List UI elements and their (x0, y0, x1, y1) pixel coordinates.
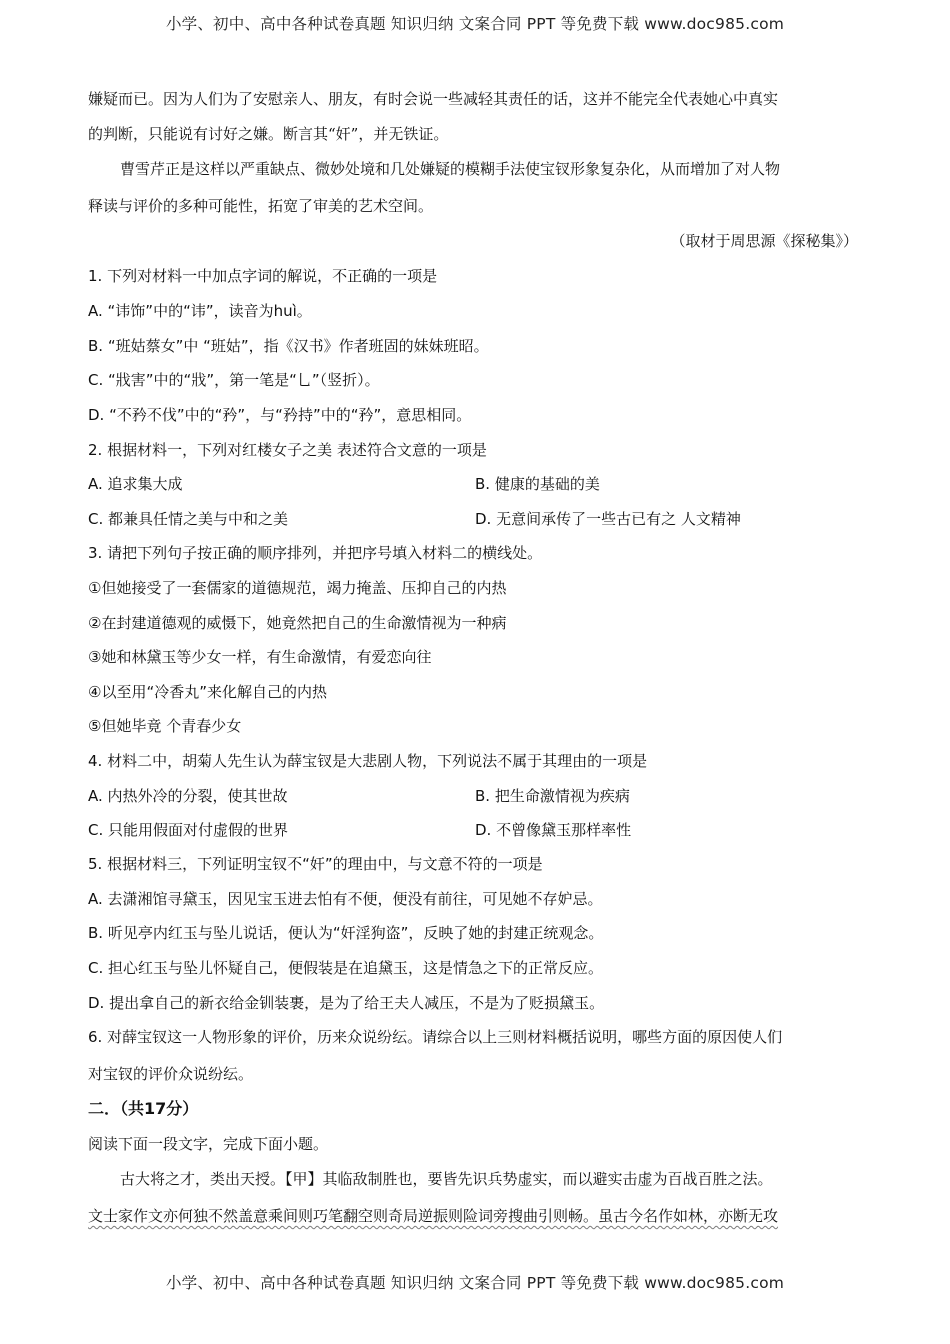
q3-item-3: ③她和林黛玉等少女一样，有生命激情，有爱恋向往 (88, 648, 432, 666)
passage-line-3: 曹雪芹正是这样以严重缺点、微妙处境和几处嫌疑的模糊手法使宝钗形象复杂化，从而增加了对人物 (120, 160, 781, 178)
page-header-banner: 小学、初中、高中各种试卷真题 知识归纳 文案合同 PPT 等免费下载 www.doc985.com (165, 15, 785, 33)
section-2-text-line-2-wrap (88, 1206, 868, 1226)
q3-item-4: ④以至用“冷香丸”来化解自己的内热 (88, 683, 327, 701)
q4-option-d: D. 不曾像黛玉那样率性 (475, 821, 632, 839)
q4-option-c: C. 只能用假面对付虚假的世界 (88, 821, 289, 839)
q3-item-5: ⑤但她毕竟 个青春少女 (88, 717, 242, 735)
q1-option-c: C. “戕害”中的“戕”，第一笔是“乚”（竖折）。 (88, 371, 380, 389)
section-2-text-line-1: 古大将之才，类出天授。【甲】其临敌制胜也，要皆先识兵势虚实，而以避实击虚为百战百胜之法。 (120, 1170, 773, 1188)
passage-source: （取材于周思源《探秘集》） (670, 232, 858, 250)
q6-stem-line-1: 6. 对薛宝钗这一人物形象的评价，历来众说纷纭。请综合以上三则材料概括说明，哪些方面的原因使人们 (88, 1028, 783, 1046)
q2-option-d: D. 无意间承传了一些古已有之 人文精神 (475, 510, 741, 528)
q3-item-1: ①但她接受了一套儒家的道德规范，竭力掩盖、压抑自己的内热 (88, 579, 507, 597)
q1-option-a: A. “讳饰”中的“讳”，读音为huì。 (88, 302, 312, 320)
q5-stem: 5. 根据材料三，下列证明宝钗不“奸”的理由中，与文意不符的一项是 (88, 855, 543, 873)
section-2-title: 二．（共17分） (88, 1099, 199, 1118)
q3-item-2: ②在封建道德观的威慑下，她竟然把自己的生命激情视为一种病 (88, 614, 507, 632)
q3-stem: 3. 请把下列句子按正确的顺序排列，并把序号填入材料二的横线处。 (88, 544, 543, 562)
passage-line-1: 嫌疑而已。因为人们为了安慰亲人、朋友，有时会说一些减轻其责任的话，这并不能完全代表她心中真实 (88, 90, 779, 108)
q2-stem: 2. 根据材料一，下列对红楼女子之美 表述符合文意的一项是 (88, 441, 487, 459)
q2-option-b: B. 健康的基础的美 (475, 475, 600, 493)
q5-option-a: A. 去潇湘馆寻黛玉，因见宝玉进去怕有不便，便没有前往，可见她不存妒忌。 (88, 890, 603, 908)
q1-option-d: D. “不矜不伐”中的“矜”，与“矜持”中的“矜”，意思相同。 (88, 406, 472, 424)
q6-stem-line-2: 对宝钗的评价众说纷纭。 (88, 1065, 254, 1083)
q5-option-c: C. 担心红玉与坠儿怀疑自己，便假装是在追黛玉，这是情急之下的正常反应。 (88, 959, 604, 977)
page-footer-banner: 小学、初中、高中各种试卷真题 知识归纳 文案合同 PPT 等免费下载 www.doc985.com (165, 1274, 785, 1292)
section-2-text-line-2: 文士家作文亦何独不然盖意乘间则巧笔翻空则奇局逆振则险词旁搜曲引则畅。虽古今名作如林，亦断无攻 (88, 1207, 779, 1225)
section-2-instruction: 阅读下面一段文字，完成下面小题。 (88, 1135, 329, 1153)
q4-option-b: B. 把生命激情视为疾病 (475, 787, 630, 805)
q4-option-a: A. 内热外冷的分裂，使其世故 (88, 787, 288, 805)
q2-option-a: A. 追求集大成 (88, 475, 183, 493)
q5-option-d: D. 提出拿自己的新衣给金钏装裹，是为了给王夫人减压，不是为了贬损黛玉。 (88, 994, 605, 1012)
q5-option-b: B. 听见亭内红玉与坠儿说话，便认为“奸淫狗盗”，反映了她的封建正统观念。 (88, 924, 604, 942)
q1-stem: 1. 下列对材料一中加点字词的解说，不正确的一项是 (88, 267, 438, 285)
q4-stem: 4. 材料二中，胡菊人先生认为薛宝钗是大悲剧人物，下列说法不属于其理由的一项是 (88, 752, 648, 770)
q2-option-c: C. 都兼具任情之美与中和之美 (88, 510, 289, 528)
passage-line-2: 的判断，只能说有讨好之嫌。断言其“奸”，并无铁证。 (88, 125, 449, 143)
q1-option-b: B. “班姑蔡女”中 “班姑”，指《汉书》作者班固的妹妹班昭。 (88, 337, 489, 355)
passage-line-4: 释读与评价的多种可能性，拓宽了审美的艺术空间。 (88, 197, 434, 215)
